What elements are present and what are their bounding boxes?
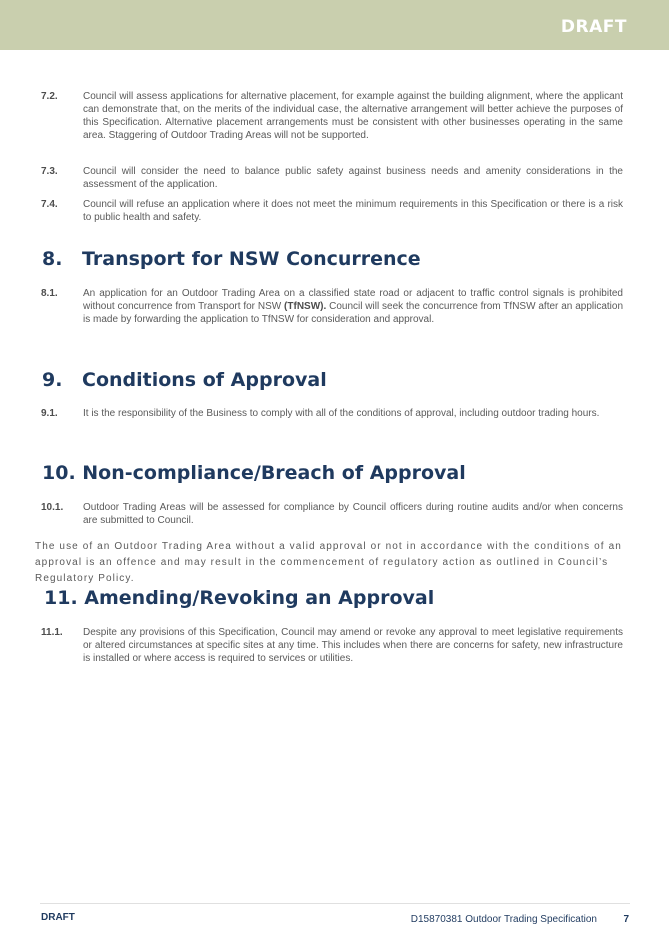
- clause-number: 10.1.: [41, 502, 64, 513]
- section-heading: [42, 248, 421, 270]
- footer-document-title: D15870381 Outdoor Trading Specification: [410, 914, 597, 925]
- clause-text: Council will refuse an application where it does not meet the minimum requirements in this Specification or there is a risk to public health and safety.: [83, 199, 623, 223]
- page-number: 7: [623, 914, 629, 925]
- clause-text: It is the responsibility of the Business to comply with all of the conditions of approval, including outdoor trading hours.: [83, 408, 600, 419]
- clause-text-part: Council will seek the concurrence from TfNSW after an application is made by forwarding the application to TfNSW for consideration and approval.: [83, 301, 624, 325]
- clause-number: 8.1.: [41, 288, 58, 299]
- body-paragraph: The use of an Outdoor Trading Area without a valid approval or not in accordance with the conditions of an approval is an offence and may result in the commencement of regulatory action as outlined in Council’s Regulatory Policy.: [35, 541, 622, 584]
- clause-number: 7.2.: [41, 91, 58, 102]
- clause-text: Outdoor Trading Areas will be assessed for compliance by Council officers during routine audits and/or when concerns are submitted to Council.: [83, 502, 623, 526]
- footer-divider: [40, 903, 630, 904]
- clause-number: 11.1.: [41, 627, 63, 638]
- section-heading: 10. Non-compliance/Breach of Approval: [42, 462, 466, 484]
- clause-text: Council will consider the need to balance public safety against business needs and amenity considerations in the assessment of the application.: [83, 166, 623, 190]
- clause-text: [83, 287, 623, 326]
- clause-text: Despite any provisions of this Specification, Council may amend or revoke any approval to meet legislative requirements or altered circumstances at specific sites at any time. This includes when there are concerns for safety, new infrastructure is installed or where access is required to services or utilities.: [83, 627, 623, 664]
- clause-text-bold: (TfNSW).: [284, 301, 327, 312]
- section-number: 8.: [42, 248, 63, 270]
- clause-number: 9.1.: [41, 408, 58, 419]
- clause-number: 7.3.: [41, 166, 58, 177]
- footer-draft-label: DRAFT: [41, 912, 75, 923]
- clause-text: Council will assess applications for alternative placement, for example against the building alignment, where the applicant can demonstrate that, on the merits of the individual case, the alternative arrangement will better achieve the purposes of this Specification. Alternative placement arrangements must be consistent with other businesses operating in the same area. Staggering of Outdoor Trading Areas will not be supported.: [83, 91, 623, 141]
- section-title: Conditions of Approval: [82, 369, 327, 391]
- clause-number: 7.4.: [41, 199, 58, 210]
- draft-watermark: DRAFT: [560, 17, 627, 37]
- section-title: Transport for NSW Concurrence: [82, 248, 421, 270]
- section-heading: 11. Amending/Revoking an Approval: [44, 587, 435, 609]
- section-heading: [42, 369, 327, 391]
- clause-text-part: An application for an Outdoor Trading Area on a classified state road or adjacent to traffic control signals is prohibited without concurrence from Transport for NSW: [83, 288, 623, 312]
- section-number: 9.: [42, 369, 63, 391]
